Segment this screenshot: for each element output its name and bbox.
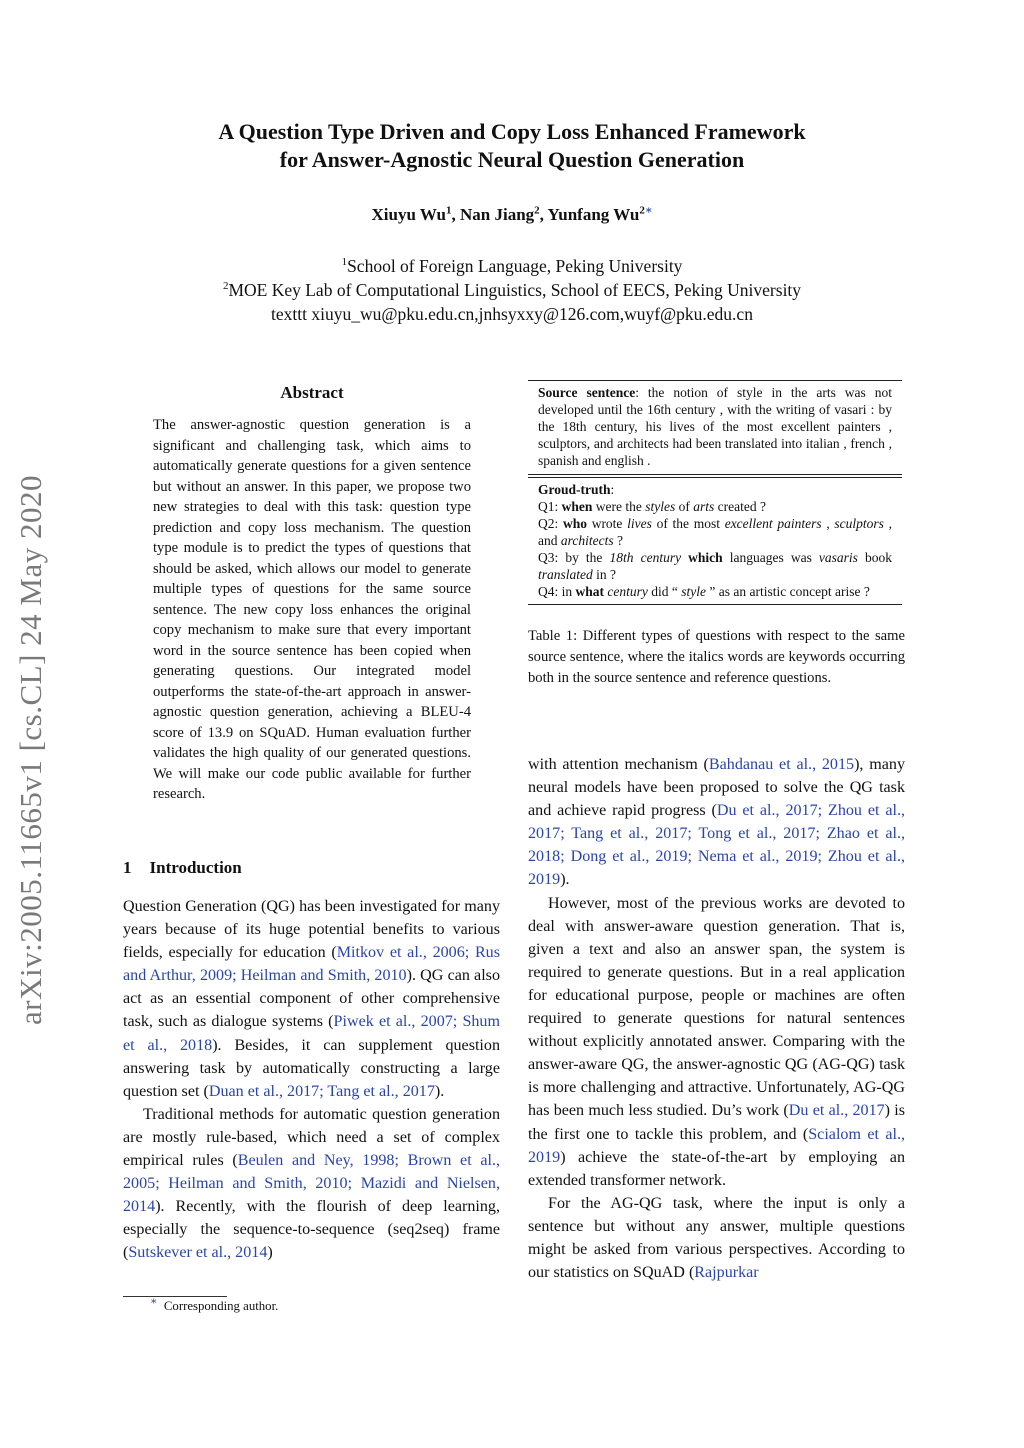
right-column-text [528, 753, 905, 1284]
question-row: Q2: who wrote lives of the most excellent painters , sculptors , and architects ? [538, 516, 893, 548]
bold-keyword: who [562, 516, 587, 531]
paragraph: Traditional methods for automatic question generation are mostly rule-based, which need a set of complex empirical rules (Beulen and Ney, 1998; Brown et al., 2005; Heilman and Smith, 2010; Mazidi and Nielsen, 2014). Recently, with the flourish of deep learning, especially the sequence-to-sequence (seq2seq) frame (Sutskever et al., 2014) [123, 1105, 500, 1262]
section-heading [123, 858, 242, 878]
citation-link[interactable]: Duan et al., 2017; Tang et al., 2017 [208, 1082, 435, 1100]
author-name: Nan Jiang [460, 205, 535, 224]
citation-link[interactable]: Scialom et al., 2019 [528, 1125, 905, 1166]
ground-truth-label: Groud-truth [538, 482, 611, 497]
table-double-rule [528, 474, 902, 475]
corresponding-star[interactable]: ∗ [644, 204, 653, 217]
affiliation-1: $^1$School of Foreign Language, Peking University [341, 256, 683, 276]
paragraph: However, most of the previous works are devoted to deal with answer-aware question generation. That is, given a text and also an answer span, the system is required to generate questions. But in a real application for educational purpose, people or machines are often required to generate questions for natural sentences without explicitly annotated answer. Comparing with the answer-aware QG, the answer-agnostic QG (AG-QG) task is more challenging and attractive. Unfortunately, AG-QG has been much less studied. Du’s work (Du et al., 2017) is the first one to tackle this problem, and (Scialom et al., 2019) achieve the state-of-the-art by employing an extended transformer network. [528, 894, 906, 1189]
author-emails: texttt xiuyu_wu@pku.edu.cn,jnhsyxxy@126.com,wuyf@pku.edu.cn [271, 304, 753, 324]
title-line-1: A Question Type Driven and Copy Loss Enhanced Framework [218, 119, 806, 144]
footnote-text: Corresponding author. [163, 1299, 279, 1313]
table-caption: Table 1: Different types of questions with respect to the same source sentence, where the italics words are keywords occurring both in the source sentence and reference questions. [528, 628, 905, 686]
table-bottom-rule [528, 604, 902, 605]
paragraph: Question Generation (QG) has been investigated for many years because of its huge potential benefits to various fields, especially for education (Mitkov et al., 2006; Rus and Arthur, 2009; Heilman and Smith, 2010). QG can also act as an essential component of other comprehensive task, such as dialogue systems (Piwek et al., 2007; Shum et al., 2018). Besides, it can supplement question answering task by automatically constructing a large question set (Duan et al., 2017; Tang et al., 2017). [123, 898, 501, 1100]
example-table [528, 380, 902, 605]
paragraph: with attention mechanism (Bahdanau et al., 2015), many neural models have been proposed to solve the QG task and achieve rapid progress (Du et al., 2017; Zhou et al., 2017; Tang et al., 2017; Tong et al., 2017; Zhao et al., 2018; Dong et al., 2019; Nema et al., 2019; Zhou et al., 2019). [528, 756, 905, 889]
section-number: 1 [123, 858, 132, 877]
paragraph: For the AG-QG task, where the input is only a sentence but without any answer, multiple questions might be asked from various perspectives. According to our statistics on SQuAD (Rajpurkar [528, 1194, 905, 1282]
italic-keyword: 18th century [609, 550, 682, 565]
paper-title [0, 118, 1024, 174]
source-text: : the notion of style in the arts was not developed until the 16th century , with the writing of vasari : by the 18th century, his lives of the most excellent painters , sculptors, and architects had been translated into italian , french , spanish and english . [538, 385, 892, 468]
question-row: Q3: by the 18th century which languages was vasaris book translated in ? [538, 550, 893, 582]
italic-keyword: lives [627, 516, 652, 531]
affiliation-2: $^2$MOE Key Lab of Computational Linguistics, School of EECS, Peking University [222, 280, 802, 300]
footnote-mark: ∗ [150, 1295, 158, 1308]
footnote-rule [123, 1296, 227, 1297]
author-name: Yunfang Wu [547, 205, 640, 224]
italic-keyword: translated [538, 567, 593, 582]
author-name: Xiuyu Wu [371, 205, 446, 224]
author-mark: 2 [534, 204, 540, 217]
italic-keyword: century [607, 584, 648, 599]
citation-link[interactable]: Piwek et al., 2007; Shum et al., 2018 [123, 1013, 501, 1054]
ground-truth-cell: Groud-truth: Q1: when were the styles of arts created ? Q2: who wrote lives of the most excellent painters , sculptors , and architects ? Q3: by the 18th century which languages was vasaris book translated in ? Q4: in what century did “ style ” as an artistic concept arise ? [538, 482, 893, 599]
citation-link[interactable]: Du et al., 2017; Zhou et al., 2017; Tang et al., 2017; Tong et al., 2017; Zhao et al., 2018; Dong et al., 2019; Nema et al., 2019; Zhou et al., 2019 [528, 802, 905, 889]
italic-keyword: arts [693, 499, 715, 514]
author-mark: 1 [446, 204, 452, 217]
citation-link[interactable]: Beulen and Ney, 1998; Brown et al., 2005; Heilman and Smith, 2010; Mazidi and Nielsen, 2014 [123, 1152, 500, 1216]
question-row: Q1: when were the styles of arts created ? [538, 499, 766, 514]
citation-link[interactable]: Bahdanau et al., 2015 [708, 756, 855, 773]
left-column-text [123, 895, 500, 1265]
citation-link[interactable]: Du et al., 2017 [788, 1102, 885, 1120]
source-label: Source sentence [538, 385, 636, 400]
italic-keyword: architects [560, 533, 614, 548]
bold-keyword: which [688, 550, 723, 565]
bold-keyword: when [561, 499, 593, 514]
italic-keyword: style [681, 584, 707, 599]
author-list: Xiuyu Wu$^1$, Nan Jiang$^2$, Yunfang $Wu^{2∗}$ [371, 204, 653, 224]
italic-keyword: styles [645, 499, 676, 514]
citation-link[interactable]: Sutskever et al., 2014 [128, 1244, 268, 1262]
bold-keyword: what [575, 584, 605, 599]
section-title: Introduction [149, 858, 242, 877]
italic-keyword: excellent painters [724, 516, 822, 531]
title-line-2: for Answer-Agnostic Neural Question Generation [279, 147, 745, 172]
source-sentence-cell [528, 381, 902, 471]
citation-link[interactable]: Rajpurkar [694, 1264, 759, 1282]
citation-link[interactable]: Mitkov et al., 2006; Rus and Arthur, 2009; Heilman and Smith, 2010 [123, 944, 500, 985]
arxiv-stamp: arXiv:2005.11665v1 [cs.CL] 24 May 2020 [13, 475, 48, 1025]
footnote [150, 1295, 279, 1314]
affiliations [0, 254, 1024, 326]
italic-keyword: vasaris [818, 550, 858, 565]
abstract-heading: Abstract [280, 383, 344, 402]
abstract-body: The answer-agnostic question generation is a significant and challenging task, which aims to automatically generate questions for a given sentence but without an answer. In this paper, we propose two new strategies to deal with this task: question type prediction and copy loss mechanism. The question type module is to predict the types of questions that should be asked, which allows our model to generate multiple types of questions for the same source sentence. The new copy loss enhances the original copy mechanism to make sure that every important word in the source sentence has been copied when generating questions. Our integrated model outperforms the state-of-the-art approach in answer-agnostic question generation, achieving a BLEU-4 score of 13.9 on SQuAD. Human evaluation further validates the high quality of our generated questions. We will make our code public available for further research. [153, 417, 471, 802]
italic-keyword: sculptors [834, 516, 884, 531]
author-mark: 2∗ [639, 204, 653, 217]
question-row: Q4: in what century did “ style ” as an artistic concept arise ? [538, 584, 870, 599]
